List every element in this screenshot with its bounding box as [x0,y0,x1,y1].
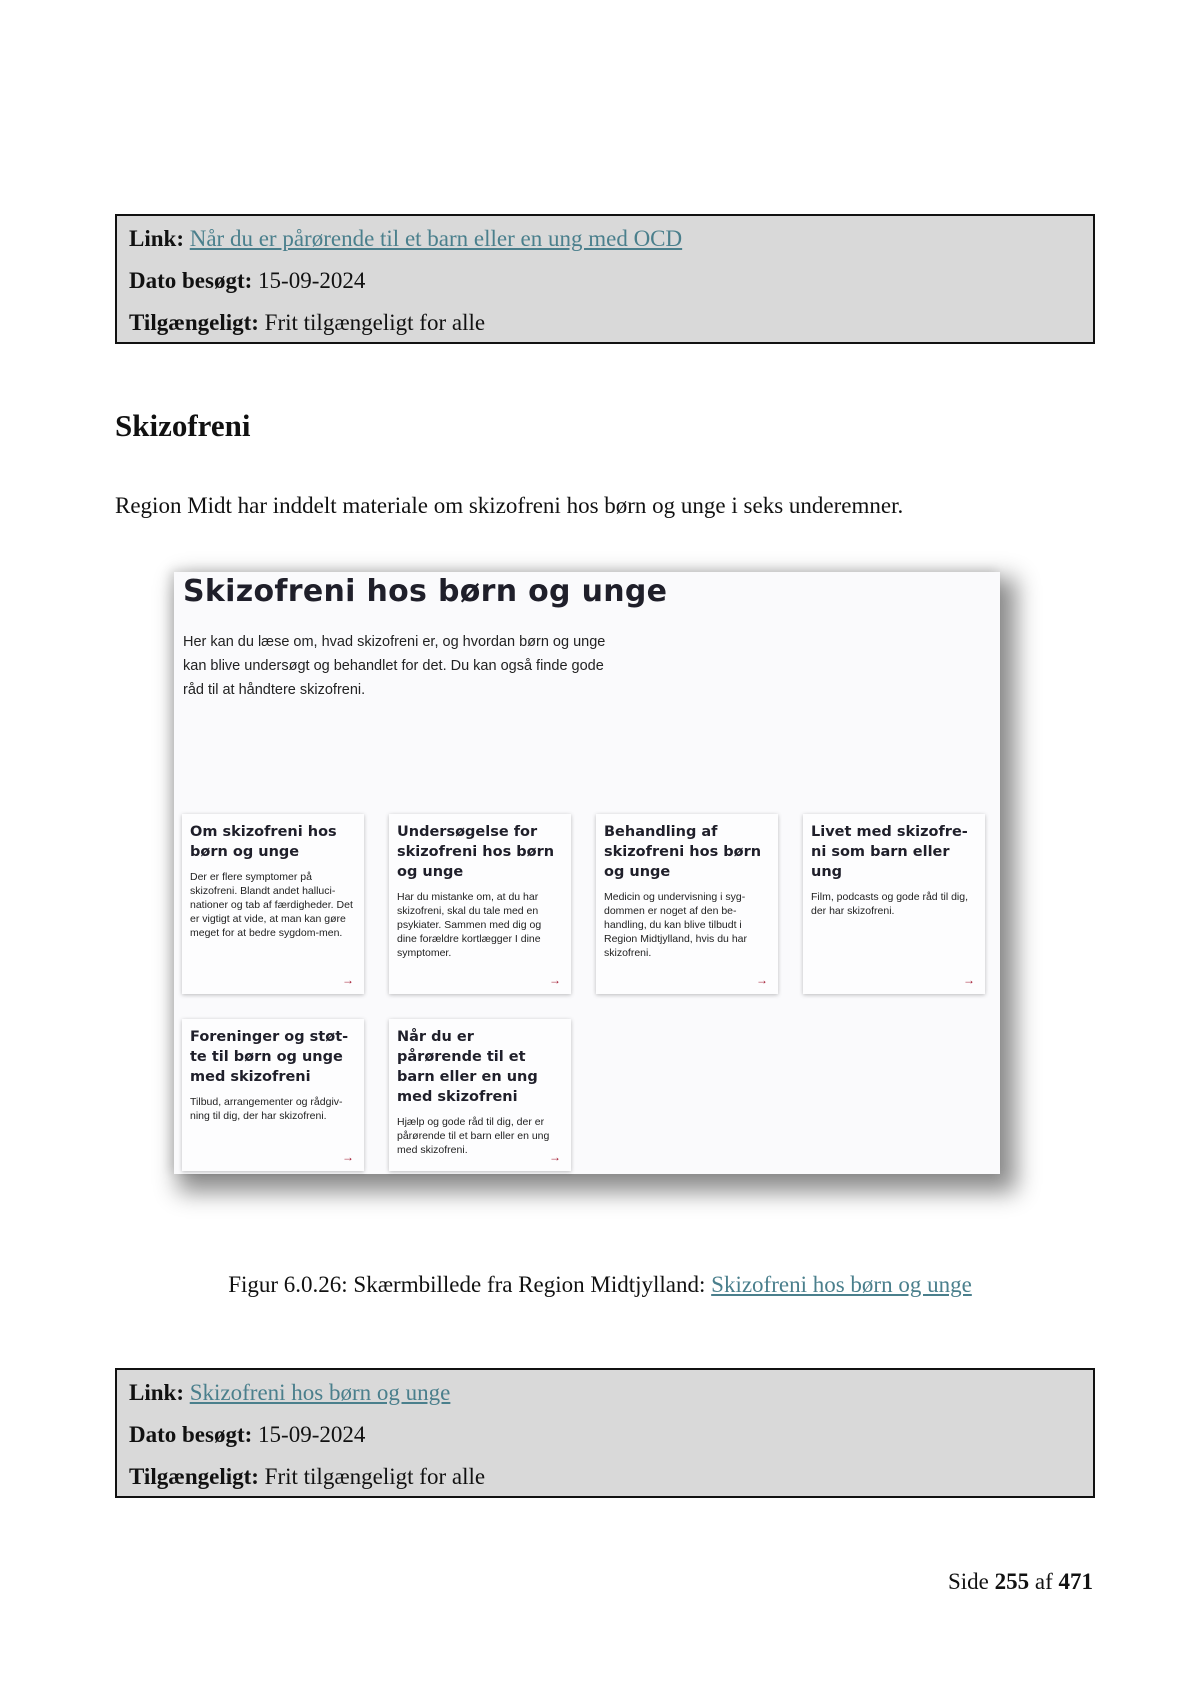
screenshot-description: Her kan du læse om, hvad skizofreni er, og hvordan børn og unge kan blive undersøgt og behandlet for det. Du kan også finde gode råd til at håndtere skizofreni. [183,634,606,698]
access-row [129,1456,1093,1498]
screenshot-title: Skizofreni hos børn og unge [183,574,668,609]
arrow-right-icon[interactable]: → [549,1150,561,1164]
topic-card[interactable] [389,814,571,994]
topic-card[interactable] [182,814,364,994]
figure-caption [0,1272,1200,1298]
date-row [129,1414,1093,1456]
link-row [129,1372,1093,1414]
caption-text: Figur 6.0.26: Skærmbillede fra Region Midtjylland: [228,1272,712,1297]
topic-card[interactable] [182,1019,364,1171]
card-title: Om skizofreni hos børn og unge [190,824,337,860]
page-separator: af [1034,1569,1053,1594]
card-text: Har du mistanke om, at du har skizofreni, skal du tale med en psykiater. Sammen med dig og dine forældre kortlægger I dine symptomer. [397,891,542,959]
link-row [129,218,1093,260]
topic-card[interactable] [596,814,778,994]
section-intro: Region Midt har inddelt materiale om skizofreni hos børn og unge i seks underemner. [115,493,904,518]
card-title: Undersøgelse for skizofreni hos børn og unge [397,824,555,880]
topic-card[interactable] [803,814,985,994]
date-label: Dato besøgt: [129,268,253,293]
page-prefix: Side [947,1569,989,1594]
arrow-right-icon[interactable]: → [756,973,768,987]
date-label: Dato besøgt: [129,1422,253,1447]
card-title: Når du er pårørende til et barn eller en ung med skizofreni [397,1029,538,1105]
info-box-ocd [115,214,1095,344]
link-label: Link: [129,226,184,251]
access-value: Frit tilgængeligt for alle [264,310,486,335]
access-value: Frit tilgængeligt for alle [264,1464,486,1489]
page-current: 255 [994,1569,1030,1594]
access-label: Tilgængeligt: [129,1464,259,1489]
date-value: 15-09-2024 [258,1422,366,1447]
skizofreni-link[interactable]: Skizofreni hos børn og unge [189,1380,451,1405]
embedded-screenshot [174,572,1000,1174]
caption-link[interactable]: Skizofreni hos børn og unge [711,1272,972,1297]
info-box-skizofreni [115,1368,1095,1498]
card-text: Der er flere symptomer på skizofreni. Blandt andet halluci-nationer og tab af færdigheder. Det er vigtigt at vide, at man kan gøre meget for at bedre sygdom-men. [190,871,353,939]
card-text: Tilbud, arrangementer og rådgiv-ning til dig, der har skizofreni. [190,1096,343,1122]
page-number [948,1569,1093,1595]
arrow-right-icon[interactable]: → [549,973,561,987]
page-total: 471 [1058,1569,1093,1594]
date-row [129,260,1093,302]
card-title: Foreninger og støt-te til børn og unge med skizofreni [190,1029,349,1085]
topic-card[interactable] [389,1019,571,1171]
access-row [129,302,1093,344]
arrow-right-icon[interactable]: → [342,973,354,987]
card-text: Medicin og undervisning i syg-dommen er noget af den be-handling, du kan blive tilbudt i Region Midtjylland, hvis du har skizofreni. [604,891,747,959]
card-title: Behandling af skizofreni hos børn og unge [604,824,762,880]
arrow-right-icon[interactable]: → [342,1150,354,1164]
arrow-right-icon[interactable]: → [963,973,975,987]
date-value: 15-09-2024 [258,268,366,293]
card-title: Livet med skizofre-ni som barn eller ung [811,824,968,880]
link-label: Link: [129,1380,184,1405]
ocd-link[interactable]: Når du er pårørende til et barn eller en ung med OCD [189,226,683,251]
card-text: Film, podcasts og gode råd til dig, der har skizofreni. [811,891,968,917]
access-label: Tilgængeligt: [129,310,259,335]
section-heading: Skizofreni [115,408,251,443]
card-text: Hjælp og gode råd til dig, der er pårørende til et barn eller en ung med skizofreni. [397,1116,550,1156]
